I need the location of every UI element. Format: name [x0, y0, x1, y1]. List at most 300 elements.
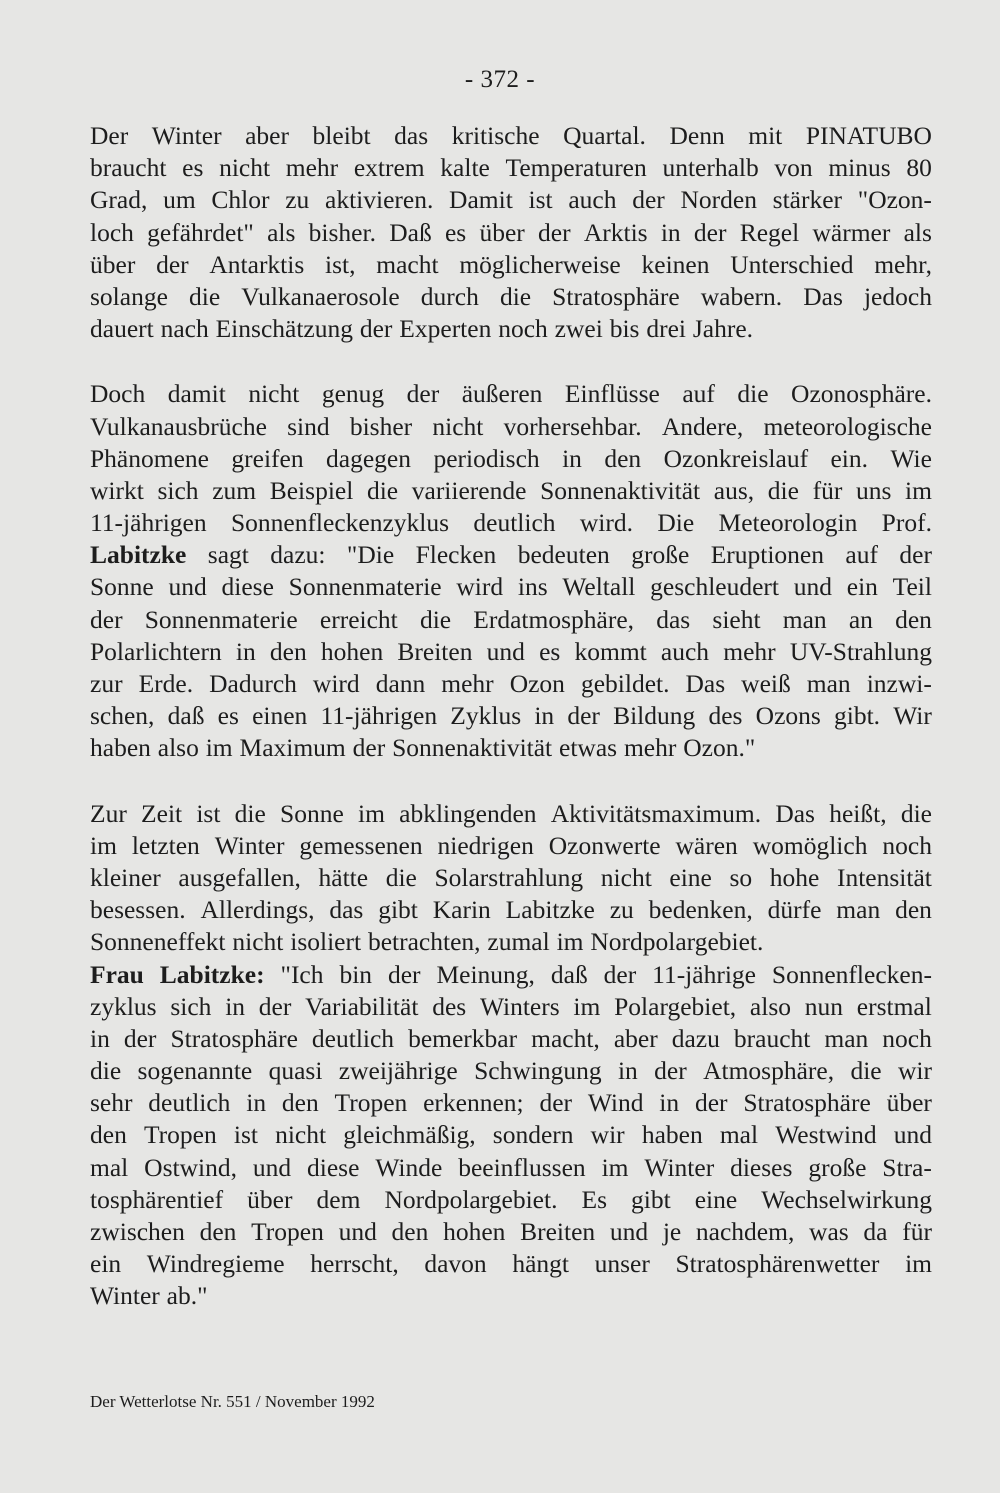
word: noch: [882, 1023, 932, 1053]
word: in: [225, 991, 246, 1021]
word: zum: [212, 475, 257, 505]
word: hohen: [320, 636, 384, 666]
word: die: [900, 798, 932, 828]
word: Das: [775, 798, 815, 828]
word: unser: [594, 1249, 650, 1279]
text-line: [90, 1119, 932, 1151]
word: Arktis: [583, 217, 648, 247]
word: daß: [167, 701, 205, 731]
word: dem: [316, 1184, 361, 1214]
word: mehr: [723, 636, 776, 666]
word: dieses: [730, 1152, 793, 1182]
word: Stratosphäre: [552, 281, 680, 311]
word: das: [656, 604, 691, 634]
word: weiß: [741, 669, 791, 698]
word: Grad,: [90, 185, 148, 215]
word: tosphärentief: [90, 1184, 224, 1214]
text-line: [90, 249, 932, 281]
word: wir: [590, 1120, 625, 1150]
text-line: [90, 1248, 932, 1280]
word: dagegen: [326, 443, 412, 473]
bold-word: Labitzke: [90, 540, 187, 570]
word: Bildung: [613, 701, 696, 731]
word: diese: [221, 572, 274, 602]
word: und: [252, 1152, 292, 1182]
word: Breiten: [397, 636, 473, 666]
word: Winter: [644, 1152, 715, 1182]
footer-citation: Der Wetterlotse Nr. 551 / November 1992: [90, 1392, 375, 1411]
word: inzwi-: [866, 669, 932, 698]
word: man: [824, 1023, 869, 1053]
word: besessen.: [90, 895, 186, 925]
word: Westwind: [775, 1120, 877, 1150]
paragraph: [90, 798, 932, 1313]
word: wird: [456, 572, 504, 602]
paragraph-gap: [90, 765, 932, 798]
word: etwas: [559, 733, 618, 763]
page-number: - 372 -: [464, 66, 536, 93]
word: zweijährige: [338, 1056, 458, 1086]
word: Winters: [479, 991, 560, 1021]
word: mit: [748, 121, 783, 150]
word: zu: [285, 185, 310, 215]
body-text: [90, 120, 932, 1313]
word: in: [534, 701, 555, 731]
word: bin: [339, 959, 373, 989]
word: auf: [845, 540, 878, 570]
word: betrachten,: [367, 927, 481, 957]
word: keinen: [641, 249, 710, 279]
word: je: [662, 1217, 682, 1246]
word: sondern: [492, 1120, 574, 1150]
word: sehr: [90, 1088, 133, 1118]
word: über: [90, 249, 136, 279]
word: Stra-: [882, 1152, 932, 1182]
text-line: [90, 991, 932, 1023]
word: Sonne: [90, 572, 154, 602]
word: Ozonwerte: [548, 830, 661, 860]
word: eine: [669, 862, 712, 892]
word: Winter: [151, 121, 222, 150]
word: dann: [375, 669, 426, 698]
word: loch: [90, 217, 134, 247]
word: nun: [804, 991, 844, 1021]
word: Sonnenmaterie: [288, 572, 442, 602]
word: erreicht: [319, 604, 398, 634]
word: bleibt: [312, 121, 371, 150]
word: das: [329, 895, 364, 925]
word: des: [432, 991, 467, 1021]
word: Schwingung: [474, 1056, 602, 1086]
word: schen,: [90, 701, 155, 731]
word: eine: [694, 1184, 738, 1214]
word: man: [782, 604, 827, 634]
word: in: [90, 1023, 110, 1053]
word: Sonnenaktivität: [392, 733, 553, 763]
word: Sonnenfleckenzyklus: [230, 508, 450, 538]
word: Ozons: [755, 701, 821, 731]
word: die: [767, 475, 799, 505]
word: Denn: [669, 121, 725, 150]
word: es: [182, 153, 204, 183]
paragraph: [90, 120, 932, 345]
word: isoliert: [290, 927, 362, 957]
word: 80: [906, 153, 932, 183]
word: Breiten: [520, 1217, 596, 1246]
word: Nordpolargebiet.: [590, 927, 764, 957]
word: 11-jährige: [652, 959, 756, 989]
word: Vulkanaerosole: [241, 281, 400, 311]
word: mehr: [285, 153, 339, 183]
text-line: [90, 475, 932, 507]
word: Allerdings,: [200, 895, 315, 925]
word: Winter: [214, 830, 285, 860]
word: Ostwind,: [144, 1152, 237, 1182]
word: Doch: [90, 379, 146, 409]
word: und: [168, 572, 207, 602]
word: Zeit: [141, 798, 183, 828]
paragraph-gap: [90, 345, 932, 378]
text-line: [90, 378, 932, 410]
word: im: [905, 1249, 932, 1279]
word: vorhersehbar.: [503, 411, 642, 441]
text-line: [90, 926, 932, 958]
word: Tropen: [251, 1217, 324, 1246]
word: kritische: [451, 121, 540, 150]
word: die: [499, 281, 532, 311]
word: "Ich: [280, 959, 324, 989]
word: als: [903, 217, 932, 247]
word: bisher: [349, 411, 413, 441]
word: von: [774, 153, 813, 183]
word: extrem: [353, 153, 425, 183]
word: drei: [646, 314, 686, 344]
text-line: [90, 313, 932, 345]
word: Damit: [449, 185, 513, 215]
word: Solarstrahlung: [434, 862, 584, 892]
text-line: [90, 959, 932, 991]
word: gibt: [631, 1184, 671, 1214]
word: Sonne: [280, 798, 344, 828]
word: den: [90, 1120, 127, 1150]
word: die: [737, 379, 769, 409]
word: Prof.: [881, 508, 932, 538]
word: quasi: [268, 1056, 323, 1086]
word: daß: [550, 959, 588, 989]
word: auch: [568, 185, 617, 215]
word: Meteorologin: [718, 508, 858, 538]
word: Erdatmosphäre,: [473, 604, 635, 634]
word: der: [632, 185, 665, 215]
word: was: [809, 1217, 849, 1246]
word: nicht: [432, 411, 484, 441]
word: bedenken,: [648, 895, 753, 925]
word: bemerkbar: [408, 1023, 518, 1053]
word: Variabilität: [305, 991, 419, 1021]
text-line: [90, 830, 932, 862]
word: in: [235, 636, 256, 666]
word: über: [247, 1184, 293, 1214]
word: aus,: [713, 475, 755, 505]
word: noch: [498, 314, 548, 344]
word: Windregieme: [146, 1249, 285, 1279]
word: davon: [424, 1249, 487, 1279]
word: über: [886, 1088, 932, 1118]
word: dürfe: [767, 895, 822, 925]
word: 11-jährigen: [90, 508, 207, 538]
word: an: [848, 604, 873, 634]
word: hängt: [512, 1249, 569, 1279]
word: große: [808, 1152, 867, 1182]
text-line: [90, 668, 932, 700]
word: für: [902, 1217, 932, 1246]
word: und: [609, 1217, 649, 1246]
word: zwei: [554, 314, 603, 344]
word: gebildet.: [580, 669, 670, 698]
word: nachdem,: [695, 1217, 795, 1246]
bold-word: Labitzke:: [159, 959, 265, 989]
word: braucht: [90, 153, 167, 183]
word: haben: [90, 733, 151, 763]
word: große: [631, 540, 690, 570]
word: der: [899, 540, 932, 570]
text-line: [90, 281, 932, 313]
word: Labitzke: [505, 895, 595, 925]
word: Meinung,: [436, 959, 535, 989]
word: und: [793, 572, 832, 602]
text-line: [90, 862, 932, 894]
word: wird.: [579, 508, 633, 538]
text-line: [90, 1280, 932, 1312]
word: Quartal.: [563, 121, 646, 150]
word: gefährdet": [147, 217, 254, 247]
word: deutlich: [473, 508, 556, 538]
word: bis: [609, 314, 640, 344]
word: da: [863, 1217, 888, 1246]
word: des: [708, 701, 743, 731]
word: Norden: [680, 185, 757, 215]
word: kleiner: [90, 862, 161, 892]
word: Zyklus: [450, 701, 522, 731]
text-line: [90, 894, 932, 926]
word: der: [654, 1056, 687, 1086]
word: aktivieren.: [325, 185, 434, 215]
word: nicht: [219, 153, 271, 183]
word: durch: [420, 281, 479, 311]
word: macht: [376, 249, 439, 279]
word: in: [660, 217, 681, 247]
word: Polargebiet,: [614, 991, 737, 1021]
word: die: [366, 475, 399, 505]
word: der: [156, 249, 189, 279]
word: ein: [90, 1249, 122, 1279]
word: braucht: [733, 1023, 811, 1053]
word: PINATUBO: [805, 121, 932, 150]
word: die: [90, 1056, 122, 1086]
text-line: [90, 636, 932, 668]
word: also: [749, 991, 791, 1021]
word: wirkt: [90, 475, 144, 505]
word: mal: [719, 1120, 759, 1150]
word: im: [205, 733, 233, 763]
word: nicht: [275, 1120, 327, 1150]
word: deutlich: [148, 1088, 231, 1118]
text-line: [90, 1184, 932, 1216]
text-line: [90, 1152, 932, 1184]
text-line: [90, 798, 932, 830]
word: solange: [90, 281, 168, 311]
word: womöglich: [752, 830, 868, 860]
word: Erde.: [138, 669, 194, 698]
word: wären: [675, 830, 738, 860]
text-line: [90, 184, 932, 216]
word: im: [573, 991, 601, 1021]
word: im: [358, 798, 385, 828]
word: zur: [90, 669, 123, 698]
word: kommt: [574, 636, 647, 666]
word: Karin: [432, 895, 491, 925]
word: ein.: [830, 443, 869, 473]
word: es: [539, 636, 561, 666]
word: mehr,: [874, 249, 932, 279]
word: der: [387, 959, 421, 989]
word: noch: [882, 830, 932, 860]
word: geschleudert: [650, 572, 779, 602]
word: Beispiel: [269, 475, 354, 505]
word: minus: [828, 153, 891, 183]
text-line: [90, 217, 932, 249]
word: hohe: [769, 862, 820, 892]
word: wir: [897, 1056, 932, 1086]
word: Winde: [375, 1152, 443, 1182]
word: Flecken: [415, 540, 497, 570]
word: Daß: [389, 217, 432, 247]
word: es: [217, 701, 239, 731]
word: im: [601, 1152, 629, 1182]
word: man: [836, 895, 881, 925]
word: in: [659, 1088, 680, 1118]
word: und: [893, 1120, 932, 1150]
word: Jahre.: [692, 314, 754, 344]
word: Chlor: [211, 185, 270, 215]
word: wärmer: [812, 217, 891, 247]
text-line: [90, 411, 932, 443]
word: Polarlichtern: [90, 636, 222, 666]
word: der: [694, 1088, 728, 1118]
word: dazu:: [270, 540, 326, 570]
word: in: [617, 1056, 638, 1086]
word: Ozonkreislauf: [663, 443, 809, 473]
word: Antarktis: [209, 249, 305, 279]
word: der: [538, 217, 571, 247]
word: den: [895, 895, 932, 925]
word: möglicherweise: [459, 249, 621, 279]
word: und: [486, 636, 525, 666]
word: die: [188, 281, 221, 311]
word: sind: [287, 411, 330, 441]
text-line: [90, 571, 932, 603]
text-line: [90, 1216, 932, 1248]
word: Weltall: [562, 572, 636, 602]
word: Regel: [739, 217, 800, 247]
word: variierende: [411, 475, 527, 505]
word: wabern.: [700, 281, 783, 311]
word: also: [157, 733, 199, 763]
word: ist: [196, 798, 221, 828]
word: stärker: [772, 185, 843, 215]
word: Andere,: [661, 411, 744, 441]
word: sogenannte: [137, 1056, 253, 1086]
word: Aktivitätsmaximum.: [550, 798, 762, 828]
word: sich: [170, 991, 212, 1021]
word: Zur: [90, 798, 127, 828]
paragraph: [90, 378, 932, 764]
word: der: [90, 604, 123, 634]
word: zyklus: [90, 991, 157, 1021]
word: der: [567, 701, 600, 731]
word: es: [444, 217, 467, 247]
word: Maximum: [239, 733, 346, 763]
word: sieht: [712, 604, 761, 634]
word: der: [123, 1023, 157, 1053]
word: mehr: [441, 669, 494, 698]
word: ist: [233, 1120, 258, 1150]
text-line: [90, 1055, 932, 1087]
word: niedrigen: [437, 830, 534, 860]
word: den: [895, 604, 932, 634]
text-line: [90, 1023, 932, 1055]
text-line: [90, 539, 932, 571]
word: ab.": [166, 1281, 208, 1311]
word: beeinflussen: [458, 1152, 586, 1182]
word: der: [603, 959, 637, 989]
word: Einschätzung: [215, 314, 353, 344]
word: mehr: [623, 733, 677, 763]
text-line: [90, 507, 932, 539]
word: "Die: [346, 540, 395, 570]
word: hohen: [443, 1217, 506, 1246]
word: Wind: [587, 1088, 644, 1118]
word: unterhalb: [662, 153, 759, 183]
text-line: [90, 443, 932, 475]
word: und: [338, 1217, 377, 1246]
word: im: [90, 830, 117, 860]
word: ist,: [325, 249, 356, 279]
word: erkennen;: [423, 1088, 524, 1118]
word: den: [391, 1217, 429, 1246]
word: Ozon.": [683, 733, 756, 763]
text-line: [90, 1087, 932, 1119]
word: im: [556, 927, 584, 957]
word: der: [352, 733, 386, 763]
word: dauert: [90, 314, 154, 344]
word: Phänomene: [90, 443, 209, 473]
word: Atmosphäre,: [703, 1056, 835, 1086]
word: herrscht,: [310, 1249, 399, 1279]
word: jedoch: [863, 281, 932, 311]
word: damit: [167, 379, 226, 409]
word: Einflüsse: [564, 379, 660, 409]
word: die: [850, 1056, 882, 1086]
word: ausgefallen,: [178, 862, 301, 892]
word: Sonnenmaterie: [144, 604, 298, 634]
word: Es: [581, 1184, 607, 1214]
word: gibt: [378, 895, 418, 925]
word: erstmal: [856, 991, 932, 1021]
word: Die: [657, 508, 695, 538]
word: die: [385, 862, 417, 892]
word: abklingenden: [399, 798, 537, 828]
